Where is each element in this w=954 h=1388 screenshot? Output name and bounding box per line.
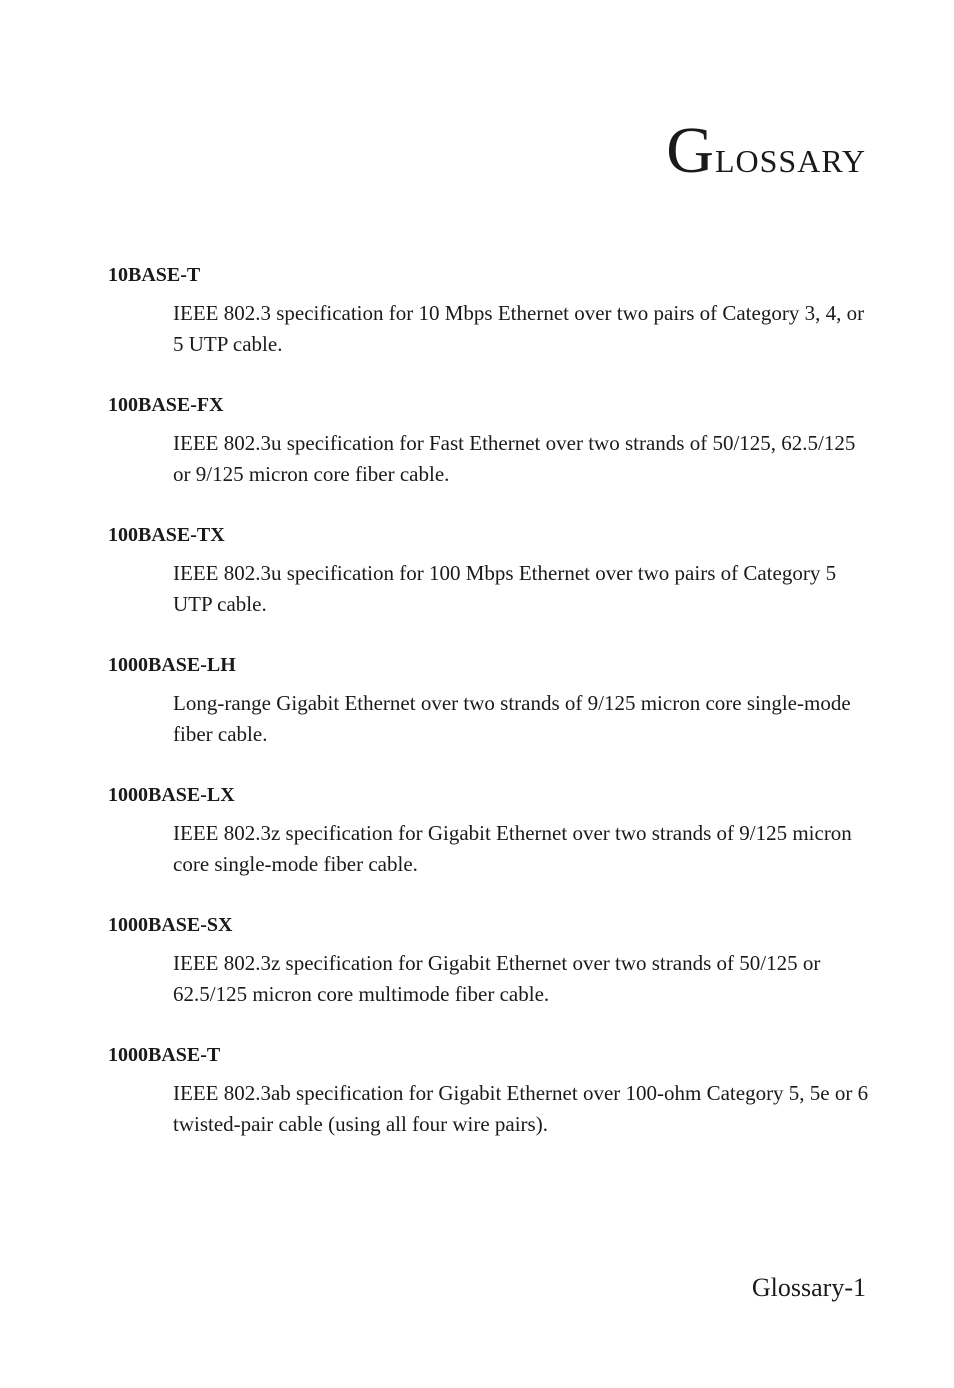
page-title-initial: G [666,114,715,187]
glossary-term: 1000BASE-LH [108,654,236,676]
glossary-entry-1000base-sx [108,912,868,1042]
page-title-rest: lossary [714,132,866,182]
glossary-entry-1000base-lx [108,782,868,912]
page-footer: Glossary-1 [751,1273,866,1302]
glossary-entry-1000base-lh [108,652,868,782]
glossary-definition: IEEE 802.3u specification for Fast Ethernet over two strands of 50/125, 62.5/125 or 9/125 micron core fiber cable. [173,431,856,486]
glossary-entry-100base-fx [108,392,868,522]
glossary-term: 1000BASE-T [108,1044,221,1066]
glossary-definition: IEEE 802.3u specification for 100 Mbps Ethernet over two pairs of Category 5 UTP cable. [173,561,837,616]
glossary-term: 1000BASE-LX [108,784,235,806]
glossary-definition: IEEE 802.3z specification for Gigabit Ethernet over two strands of 50/125 or 62.5/125 micron core multimode fiber cable. [173,951,821,1006]
glossary-definition: IEEE 802.3 specification for 10 Mbps Ethernet over two pairs of Category 3, 4, or 5 UTP cable. [173,301,865,356]
glossary-definition: IEEE 802.3ab specification for Gigabit Ethernet over 100-ohm Category 5, 5e or 6 twisted-pair cable (using all four wire pairs). [173,1081,869,1136]
glossary-entry-1000base-t [108,1042,868,1172]
glossary-definition: Long-range Gigabit Ethernet over two strands of 9/125 micron core single-mode fiber cable. [173,691,851,746]
glossary-entry-10base-t [108,262,868,392]
glossary-term: 100BASE-FX [108,394,224,416]
glossary-entries [108,262,868,1172]
page-title [666,114,866,187]
glossary-entry-100base-tx [108,522,868,652]
glossary-term: 100BASE-TX [108,524,225,546]
glossary-definition: IEEE 802.3z specification for Gigabit Ethernet over two strands of 9/125 micron core single-mode fiber cable. [173,821,852,876]
glossary-term: 1000BASE-SX [108,914,233,936]
glossary-term: 10BASE-T [108,264,201,286]
